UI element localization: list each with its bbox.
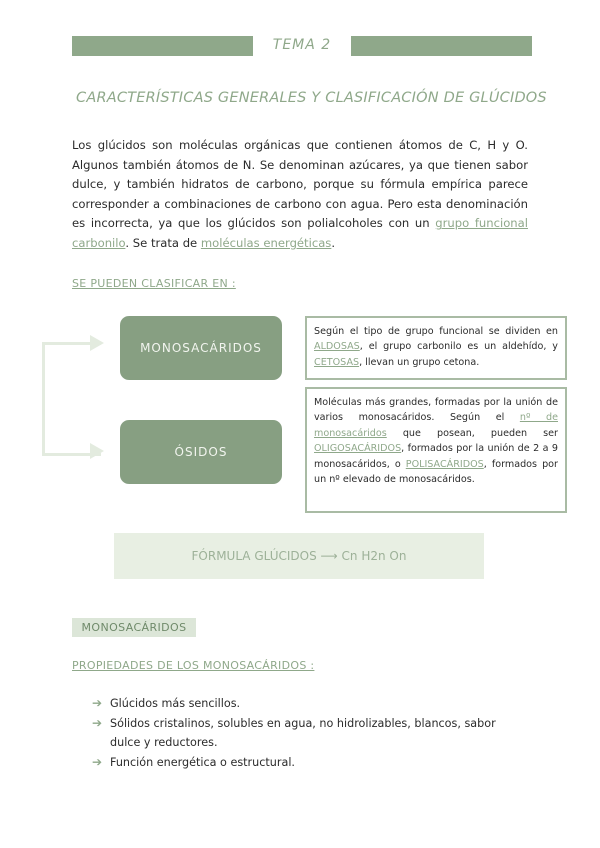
box2-text-1: Moléculas más grandes, formadas por la unión de varios monosacáridos. Según el	[314, 397, 558, 424]
header-bar-right	[351, 36, 532, 56]
arrow-right-icon: ➔	[92, 696, 103, 710]
section-tag-monosacaridos: MONOSACÁRIDOS	[72, 618, 196, 637]
page-title: CARACTERÍSTICAS GENERALES Y CLASIFICACIÓN DE GLÚCIDOS	[76, 90, 547, 106]
link-oligosacaridos: OLIGOSACÁRIDOS	[314, 443, 402, 455]
box-osidos	[305, 387, 567, 513]
list-item	[92, 694, 528, 714]
list-item	[92, 714, 528, 753]
arrow-right-icon: ➔	[92, 754, 103, 769]
arrow-right-icon: ➔	[92, 715, 103, 730]
bullet-text: Sólidos cristalinos, solubles en agua, no hidrolizables, blancos, sabor dulce y reductores.	[110, 716, 496, 749]
list-item	[92, 753, 528, 773]
formula-box: FÓRMULA GLÚCIDOS ⟶ Cn H2n On	[114, 533, 484, 579]
box1-text-2: , el grupo carbonilo es un aldehído, y	[359, 341, 558, 353]
header-bar-left	[72, 36, 253, 56]
intro-mid: . Se trata de	[125, 235, 201, 250]
link-grupo-carbonilo: grupo funcional carbonilo	[72, 216, 528, 250]
intro-text: Los glúcidos son moléculas orgánicas que contienen átomos de C, H y O. Algunos también átomos de N. Se denominan azúcares, ya que tienen sabor dulce, y también hidratos de carbono, porque su fórmula empírica parece corresponder a combinaciones de carbono con agua. Pero esta denominación es incorrecta, ya que los glúcidos son polialcoholes con un	[72, 138, 528, 231]
box1-text-1: Según el tipo de grupo funcional se dividen en	[314, 326, 558, 337]
bullet-text: Función energética o estructural.	[110, 755, 295, 769]
pill-monosacaridos: MONOSACÁRIDOS	[120, 316, 282, 380]
properties-list	[92, 694, 528, 772]
intro-paragraph	[72, 136, 528, 254]
arrow-head-top-icon	[88, 333, 106, 353]
arrow-head-bottom-icon	[88, 441, 106, 461]
link-polisacaridos: POLISACÁRIDOS	[405, 458, 484, 470]
diagram-bracket	[42, 342, 101, 456]
pill-osidos: ÓSIDOS	[120, 420, 282, 484]
box2-text-2: que posean, pueden ser	[386, 427, 558, 439]
box2-text-4: , formados por un nº elevado de monosacáridos.	[314, 458, 558, 486]
classify-heading: SE PUEDEN CLASIFICAR EN :	[72, 277, 236, 290]
properties-heading: PROPIEDADES DE LOS MONOSACÁRIDOS :	[72, 659, 315, 672]
link-aldosas: ALDOSAS	[314, 341, 360, 353]
bullet-text: Glúcidos más sencillos.	[110, 697, 241, 710]
link-num-monosacaridos: nº de monosacáridos	[314, 412, 558, 439]
box2-text-3: , formados por la unión de 2 a 9 monosacáridos, o	[314, 443, 558, 470]
link-moleculas-energeticas: moléculas energéticas	[200, 235, 332, 250]
intro-end: .	[331, 235, 336, 250]
link-cetosas: CETOSAS	[314, 356, 360, 368]
box-monosacaridos	[305, 316, 567, 380]
tema-label: TEMA 2	[272, 37, 332, 53]
box1-text-3: , llevan un grupo cetona.	[359, 356, 480, 368]
